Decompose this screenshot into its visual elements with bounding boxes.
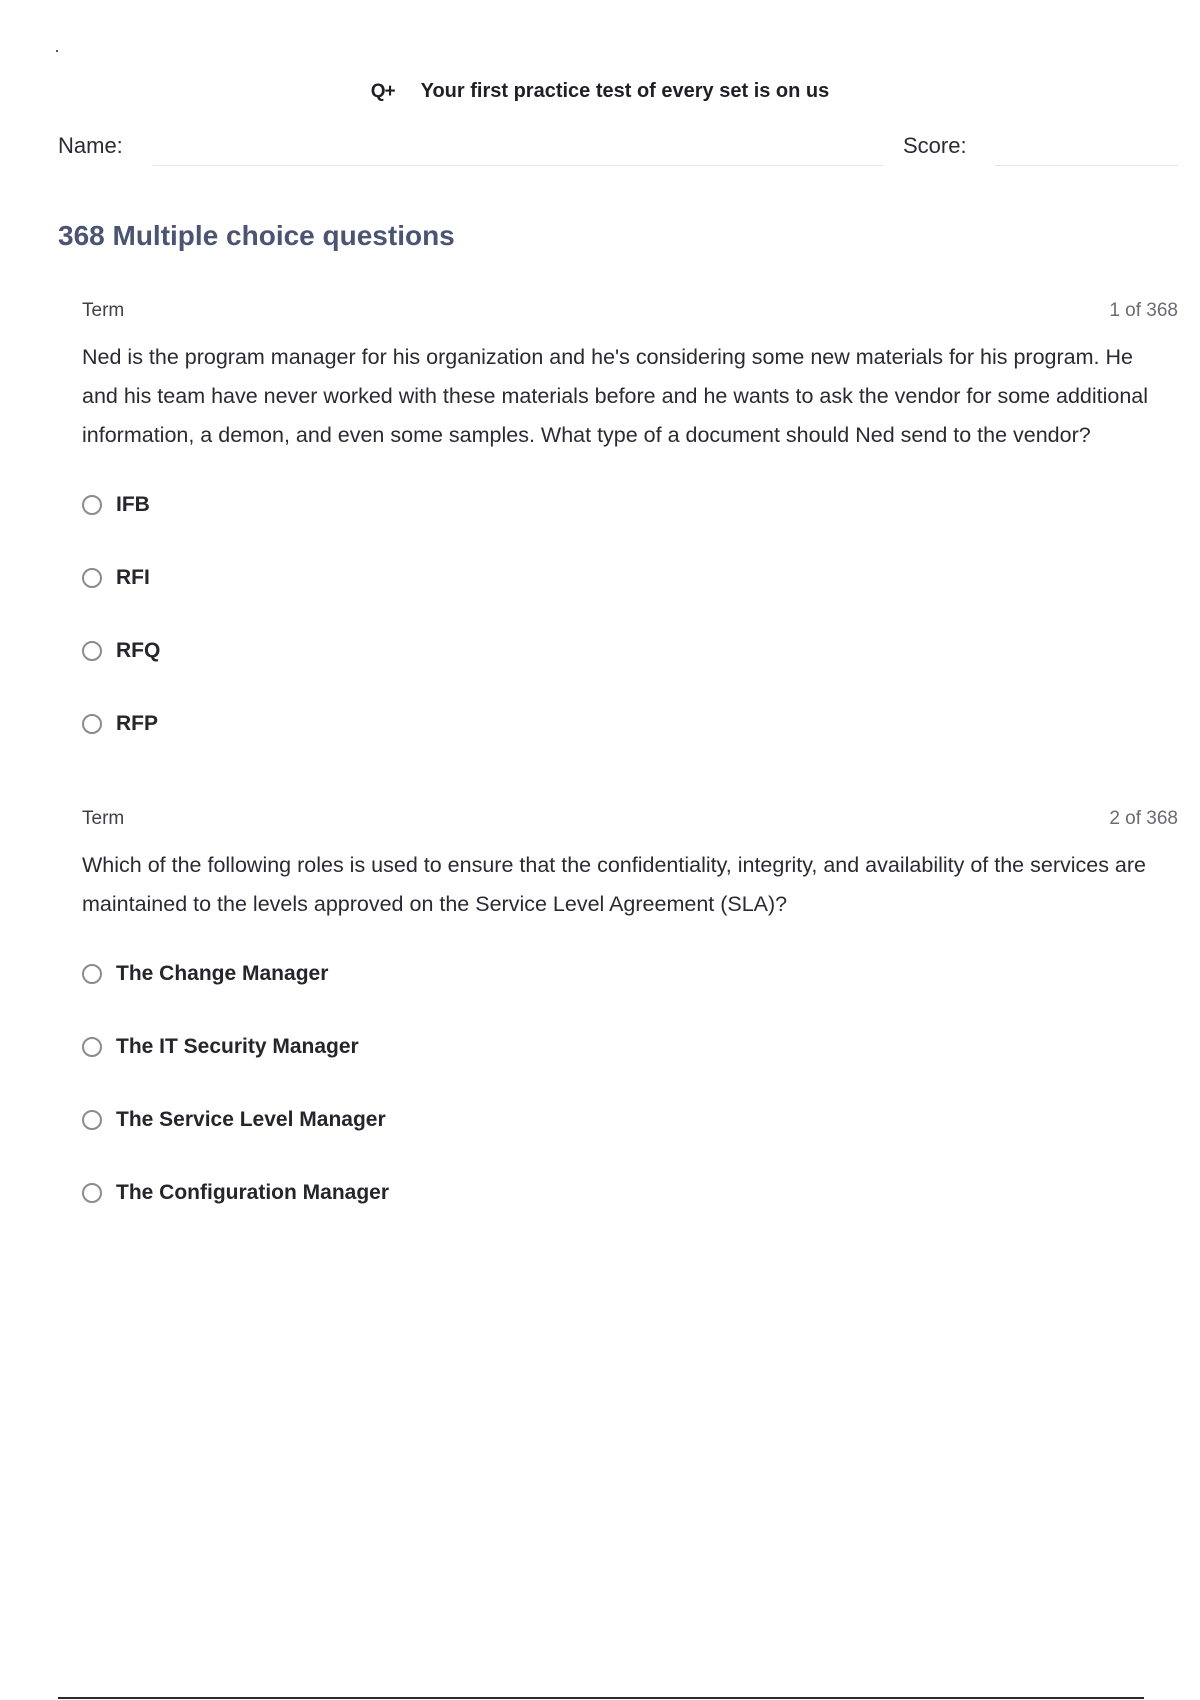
answer-option-label: The Service Level Manager (116, 1107, 386, 1131)
radio-button-icon[interactable] (82, 1183, 102, 1203)
question-header (82, 300, 1178, 326)
radio-button-icon[interactable] (82, 1110, 102, 1130)
answer-option-label: IFB (116, 492, 150, 516)
answer-option[interactable] (82, 1083, 1178, 1156)
radio-button-icon[interactable] (82, 714, 102, 734)
answer-options (82, 468, 1178, 760)
radio-button-icon[interactable] (82, 641, 102, 661)
question-header (82, 808, 1178, 834)
quizlet-plus-icon: Q+ (370, 81, 395, 102)
question-text: Ned is the program manager for his organization and he's considering some new materials for his program. He and his team have never worked with these materials before and he wants to ask the vendor for some additional information, a demon, and even some samples. What type of a document should Ned send to the vendor? (82, 345, 1149, 447)
answer-option[interactable] (82, 614, 1178, 687)
question-text: Which of the following roles is used to ensure that the confidentiality, integrity, and availability of the services are maintained to the levels approved on the Service Level Agreement (SLA)? (82, 853, 1147, 916)
stray-dot (56, 50, 58, 52)
answer-option-label: RFI (116, 565, 150, 589)
radio-button-icon[interactable] (82, 568, 102, 588)
radio-button-icon[interactable] (82, 495, 102, 515)
answer-options (82, 937, 1178, 1229)
answer-option[interactable] (82, 687, 1178, 760)
question-counter: 1 of 368 (1109, 300, 1178, 321)
section-title: 368 Multiple choice questions (58, 220, 455, 251)
answer-option-label: The IT Security Manager (116, 1034, 359, 1058)
answer-option-label: The Configuration Manager (116, 1180, 389, 1204)
answer-option[interactable] (82, 1156, 1178, 1229)
question-counter: 2 of 368 (1109, 808, 1178, 829)
question-card-1 (82, 300, 1178, 760)
term-label: Term (82, 808, 125, 829)
promo-text: Your first practice test of every set is on us (420, 80, 830, 102)
answer-option[interactable] (82, 1010, 1178, 1083)
score-label: Score: (903, 133, 967, 158)
question-card-2 (82, 808, 1178, 1229)
answer-option[interactable] (82, 541, 1178, 614)
term-label: Term (82, 300, 125, 321)
name-score-row (58, 133, 1178, 167)
answer-option-label: RFQ (116, 638, 161, 662)
promo-banner (0, 80, 1200, 103)
radio-button-icon[interactable] (82, 964, 102, 984)
radio-button-icon[interactable] (82, 1037, 102, 1057)
name-label: Name: (58, 133, 123, 158)
name-field-line[interactable] (153, 165, 883, 166)
answer-option[interactable] (82, 937, 1178, 1010)
score-field-line[interactable] (995, 165, 1178, 166)
answer-option-label: RFP (116, 711, 158, 735)
footer-divider (58, 1697, 1144, 1699)
answer-option[interactable] (82, 468, 1178, 541)
answer-option-label: The Change Manager (116, 961, 329, 985)
